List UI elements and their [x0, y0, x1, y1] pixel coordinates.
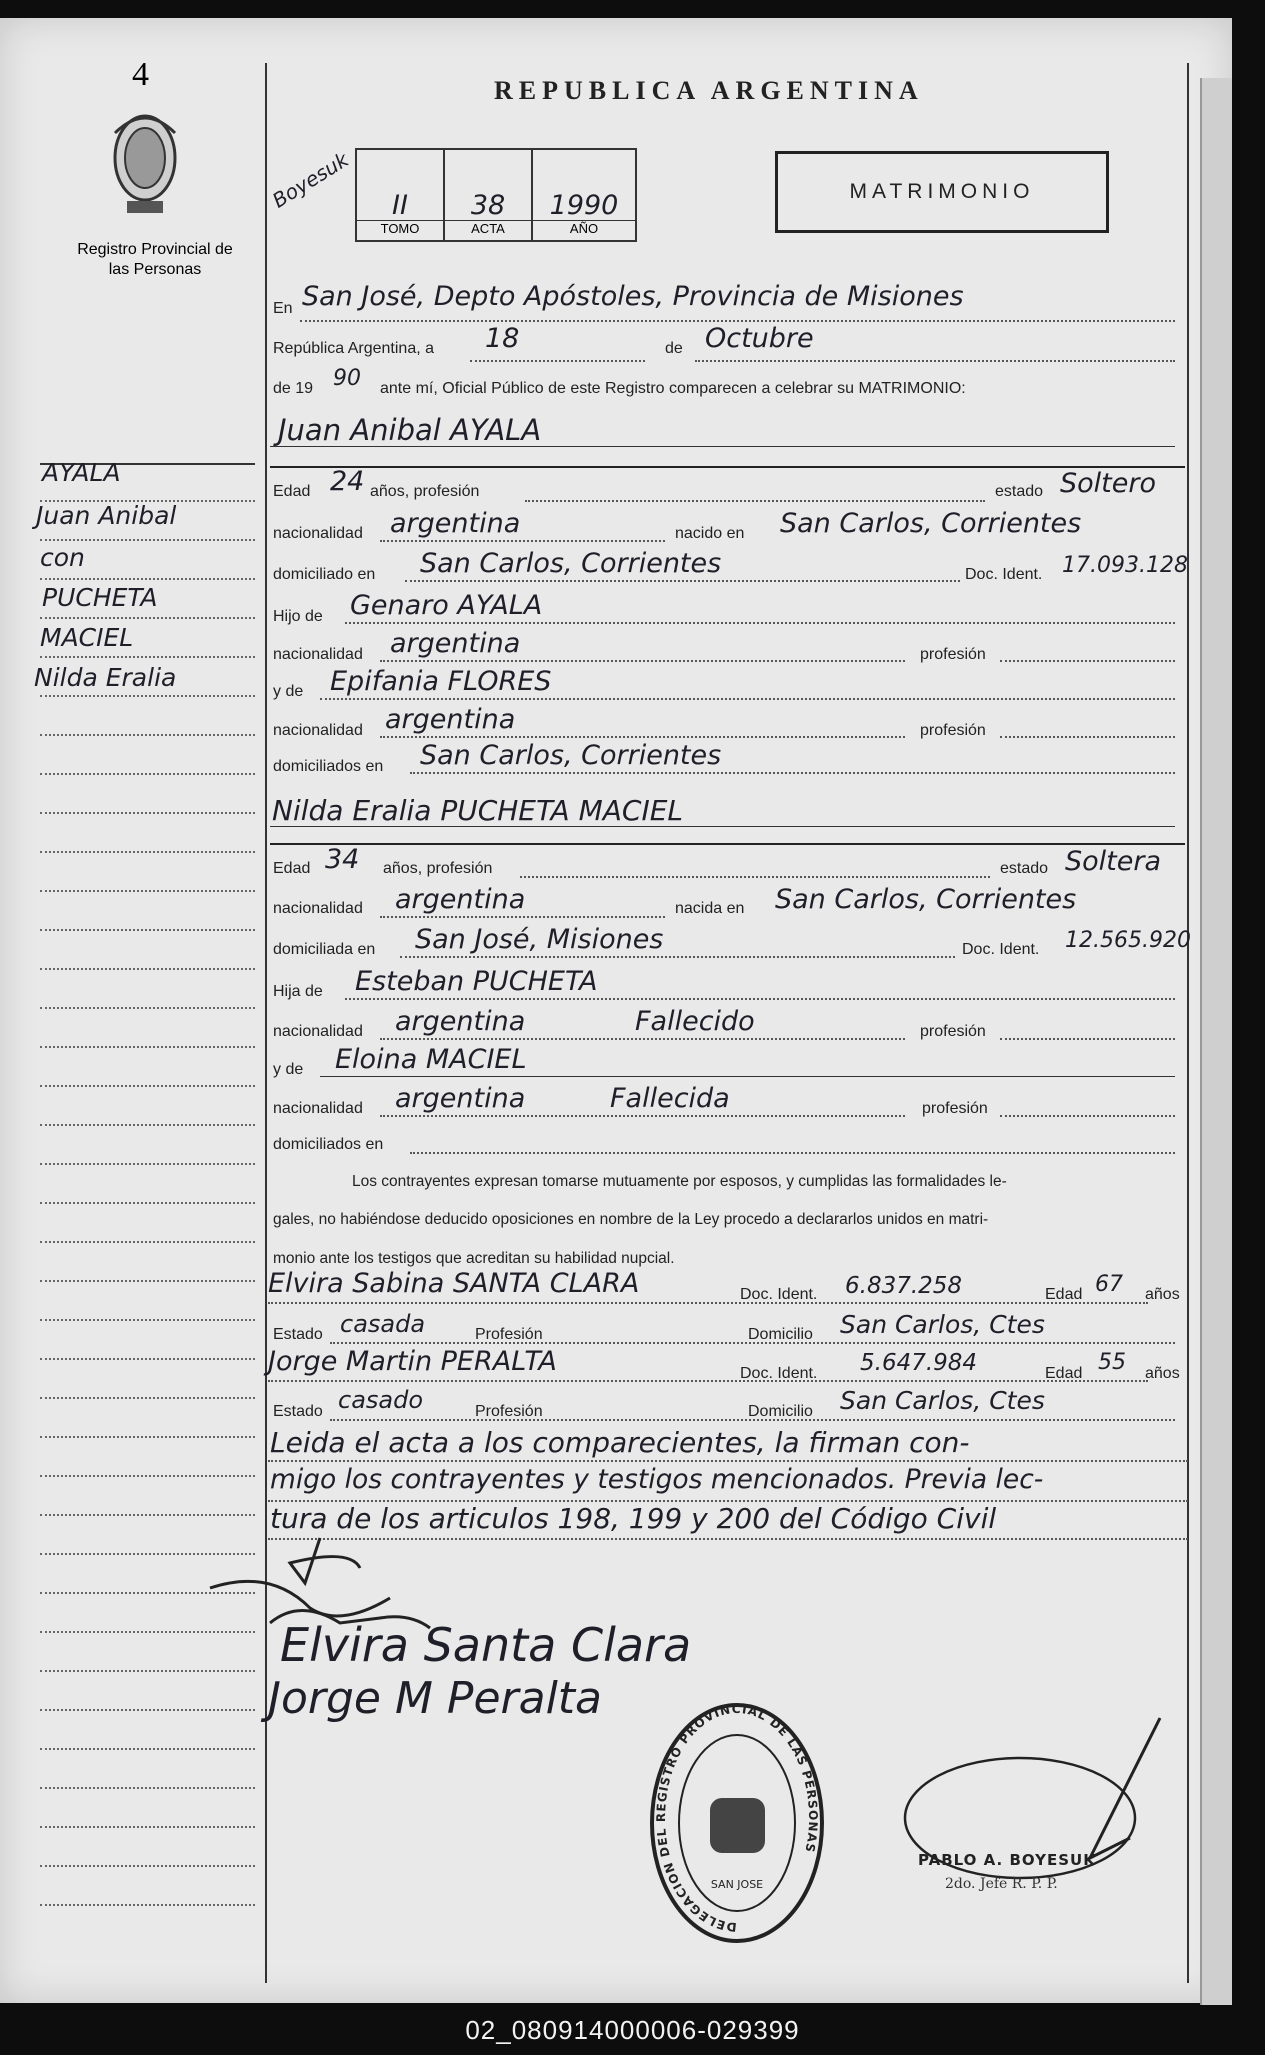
- margin-line-2: Juan Anibal: [36, 501, 177, 530]
- svg-text:DELEGACION DEL REGISTRO PROVIN: DELEGACION DEL REGISTRO PROVINCIAL DE LAS PERSONAS: [654, 1701, 821, 1935]
- bride-mother-nat: argentina: [395, 1083, 526, 1114]
- bride-estado: Soltera: [1065, 846, 1162, 877]
- record-type: MATRIMONIO: [849, 180, 1035, 203]
- bride-father: Esteban PUCHETA: [355, 966, 598, 997]
- signature-witness2: Jorge M Peralta: [268, 1673, 603, 1724]
- ano-label: AÑO: [533, 220, 635, 236]
- witness1-estado: casada: [340, 1310, 426, 1338]
- bride-mother: Eloina MACIEL: [335, 1044, 527, 1075]
- groom-parents-dom-label: domiciliados en: [273, 758, 384, 775]
- page-edge: [1200, 78, 1232, 2018]
- bride-doc-label: Doc. Ident.: [962, 941, 1040, 958]
- margin-rule: [40, 968, 255, 970]
- margin-rule: [40, 1709, 255, 1711]
- groom-nacido-label: nacido en: [675, 525, 745, 542]
- acta-label: ACTA: [445, 220, 531, 236]
- witness1-dom-label: Domicilio: [748, 1326, 813, 1343]
- margin-line-5: MACIEL: [40, 623, 134, 652]
- groom-doc-label: Doc. Ident.: [965, 566, 1043, 583]
- margin-rule: [40, 695, 255, 697]
- closing-line-2: migo los contrayentes y testigos mencionados. Previa lec-: [270, 1464, 1044, 1495]
- margin-rule: [40, 1124, 255, 1126]
- witness2-anos-label: años: [1145, 1365, 1180, 1382]
- witness1-anos-label: años: [1145, 1286, 1180, 1303]
- bride-nacida-label: nacida en: [675, 900, 745, 917]
- de-label: de: [665, 340, 683, 357]
- bride-father-prof-label: profesión: [920, 1023, 986, 1040]
- margin-rule: [40, 734, 255, 736]
- bride-yde-label: y de: [273, 1061, 304, 1078]
- official-name: PABLO A. BOYESUK: [918, 1851, 1096, 1869]
- margin-rule: [40, 1748, 255, 1750]
- registry-seal: [645, 1698, 830, 1948]
- bride-nationality: argentina: [395, 884, 526, 915]
- margin-rule: [40, 500, 255, 502]
- witness2-age: 55: [1098, 1350, 1126, 1375]
- witness1-edad-label: Edad: [1045, 1286, 1083, 1303]
- margin-rule: [40, 890, 255, 892]
- witness2-doc: 5.647.984: [860, 1350, 978, 1376]
- bride-dom-label: domiciliada en: [273, 941, 376, 958]
- groom-domicile: San Carlos, Corrientes: [420, 548, 722, 579]
- margin-rule: [40, 539, 255, 541]
- margin-rule: [40, 656, 255, 658]
- witness1-doc-label: Doc. Ident.: [740, 1286, 818, 1303]
- groom-dom-label: domiciliado en: [273, 566, 376, 583]
- margin-rule: [40, 1241, 255, 1243]
- witness1-doc: 6.837.258: [845, 1273, 963, 1299]
- margin-rule: [40, 1670, 255, 1672]
- witness2-name: Jorge Martin PERALTA: [268, 1346, 557, 1377]
- witness2-doc-label: Doc. Ident.: [740, 1365, 818, 1382]
- margin-rule: [40, 578, 255, 580]
- province-coat-of-arms-icon: [105, 103, 185, 223]
- ano-value: 1990: [549, 190, 619, 221]
- witness2-estado-label: Estado: [273, 1403, 323, 1420]
- statement: ante mí, Oficial Público de este Registro comparecen a celebrar su MATRIMONIO:: [380, 380, 966, 397]
- groom-hijo-label: Hijo de: [273, 608, 323, 625]
- bride-father-nat: argentina: [395, 1006, 526, 1037]
- margin-rule: [40, 1865, 255, 1867]
- groom-parents-dom: San Carlos, Corrientes: [420, 740, 722, 771]
- margin-line-4: PUCHETA: [42, 583, 158, 612]
- witness2-domicile: San Carlos, Ctes: [840, 1386, 1045, 1415]
- closing-line-1: Leida el acta a los comparecientes, la firman con-: [270, 1426, 970, 1459]
- en-label: En: [273, 300, 293, 317]
- witness1-name: Elvira Sabina SANTA CLARA: [268, 1268, 640, 1299]
- margin-rule: [40, 1397, 255, 1399]
- groom-yde-label: y de: [273, 683, 304, 700]
- declaration-line-2: gales, no habiéndose deducido oposiciones en nombre de la Ley procedo a declararlos unidos en matri-: [273, 1211, 989, 1228]
- groom-name: Juan Anibal AYALA: [278, 413, 542, 447]
- margin-rule: [40, 1085, 255, 1087]
- header-title: REPUBLICA ARGENTINA: [494, 76, 924, 105]
- bride-anos-label: años, profesión: [383, 860, 493, 877]
- bride-birthplace: San Carlos, Corrientes: [775, 884, 1077, 915]
- bride-estado-label: estado: [1000, 860, 1049, 877]
- declaration-line-3: monio ante los testigos que acreditan su habilidad nupcial.: [273, 1250, 675, 1267]
- margin-rule: [40, 1319, 255, 1321]
- signature-witness1: Elvira Santa Clara: [280, 1618, 692, 1672]
- bride-mother-status: Fallecida: [610, 1083, 730, 1114]
- groom-mother-prof-label: profesión: [920, 722, 986, 739]
- margin-rule: [40, 851, 255, 853]
- groom-nationality: argentina: [390, 508, 521, 539]
- bride-edad-label: Edad: [273, 860, 311, 877]
- bride-father-status: Fallecido: [635, 1006, 755, 1037]
- margin-rule: [40, 1826, 255, 1828]
- month: Octubre: [705, 323, 814, 354]
- corner-note: Boyesuk: [268, 147, 353, 213]
- certificate-page: [0, 18, 1232, 2003]
- bride-name: Nilda Eralia PUCHETA MACIEL: [272, 794, 683, 827]
- groom-mother: Epifania FLORES: [330, 666, 552, 697]
- page-number: 4: [132, 56, 149, 93]
- tomo-value: II: [392, 190, 408, 221]
- margin-rule: [40, 1436, 255, 1438]
- witness2-dom-label: Domicilio: [748, 1403, 813, 1420]
- record-type-box: [775, 151, 1109, 233]
- groom-estado: Soltero: [1060, 468, 1156, 499]
- bride-father-nac-label: nacionalidad: [273, 1023, 363, 1040]
- margin-rule: [40, 1904, 255, 1906]
- bride-mother-nac-label: nacionalidad: [273, 1100, 363, 1117]
- registry-name: Registro Provincial de las Personas: [77, 241, 233, 278]
- margin-divider: [265, 63, 267, 1983]
- margin-rule: [40, 1280, 255, 1282]
- bride-nac-label: nacionalidad: [273, 900, 363, 917]
- groom-father-nat: argentina: [390, 628, 521, 659]
- groom-nac-label: nacionalidad: [273, 525, 363, 542]
- record-box: [355, 148, 637, 242]
- bride-parents-dom-label: domiciliados en: [273, 1136, 384, 1153]
- groom-mother-nat: argentina: [385, 704, 516, 735]
- groom-edad-label: Edad: [273, 483, 311, 500]
- groom-doc: 17.093.128: [1062, 553, 1188, 578]
- margin-rule: [40, 1787, 255, 1789]
- bride-domicile: San José, Misiones: [415, 924, 664, 955]
- year-prefix: de 19: [273, 380, 314, 397]
- witness1-prof-label: Profesión: [475, 1326, 543, 1343]
- bride-age: 34: [325, 844, 360, 875]
- margin-rule: [40, 1202, 255, 1204]
- seal-city: SAN JOSE: [710, 1878, 764, 1891]
- groom-father-prof-label: profesión: [920, 646, 986, 663]
- bride-hija-label: Hija de: [273, 983, 323, 1000]
- groom-father-nac-label: nacionalidad: [273, 646, 363, 663]
- place: San José, Depto Apóstoles, Provincia de Misiones: [302, 281, 964, 312]
- groom-mother-nac-label: nacionalidad: [273, 722, 363, 739]
- witness2-edad-label: Edad: [1045, 1365, 1083, 1382]
- witness1-domicile: San Carlos, Ctes: [840, 1310, 1045, 1339]
- groom-age: 24: [330, 466, 365, 497]
- bride-doc: 12.565.920: [1065, 928, 1191, 953]
- official-title: 2do. Jefe R. P. P.: [945, 1876, 1058, 1892]
- margin-line-6: Nilda Eralia: [34, 663, 177, 692]
- witness2-prof-label: Profesión: [475, 1403, 543, 1420]
- margin-rule: [40, 1163, 255, 1165]
- margin-rule: [40, 773, 255, 775]
- republica-label: República Argentina, a: [273, 340, 434, 357]
- witness2-estado: casado: [338, 1386, 424, 1414]
- margin-rule: [40, 1007, 255, 1009]
- year-suffix: 90: [333, 366, 361, 391]
- margin-rule: [40, 1514, 255, 1516]
- tomo-label: TOMO: [357, 220, 443, 236]
- margin-rule: [40, 617, 255, 619]
- groom-anos-label: años, profesión: [370, 483, 480, 500]
- witness1-estado-label: Estado: [273, 1326, 323, 1343]
- groom-estado-label: estado: [995, 483, 1044, 500]
- margin-rule: [40, 1046, 255, 1048]
- footer-code: 02_080914000006-029399: [0, 2005, 1265, 2055]
- day: 18: [485, 323, 520, 354]
- margin-rule: [40, 1358, 255, 1360]
- margin-line-1: AYALA: [42, 458, 121, 487]
- groom-father: Genaro AYALA: [350, 590, 543, 621]
- groom-birthplace: San Carlos, Corrientes: [780, 508, 1082, 539]
- bride-mother-prof-label: profesión: [922, 1100, 988, 1117]
- witness1-age: 67: [1095, 1272, 1123, 1297]
- margin-rule: [40, 1475, 255, 1477]
- margin-line-3: con: [40, 543, 85, 572]
- closing-line-3: tura de los articulos 198, 199 y 200 del Código Civil: [270, 1502, 997, 1535]
- acta-value: 38: [470, 190, 506, 221]
- declaration-line-1: Los contrayentes expresan tomarse mutuamente por esposos, y cumplidas las formalidades le-: [352, 1173, 1007, 1190]
- margin-rule: [40, 812, 255, 814]
- margin-rule: [40, 929, 255, 931]
- right-border: [1187, 63, 1189, 1983]
